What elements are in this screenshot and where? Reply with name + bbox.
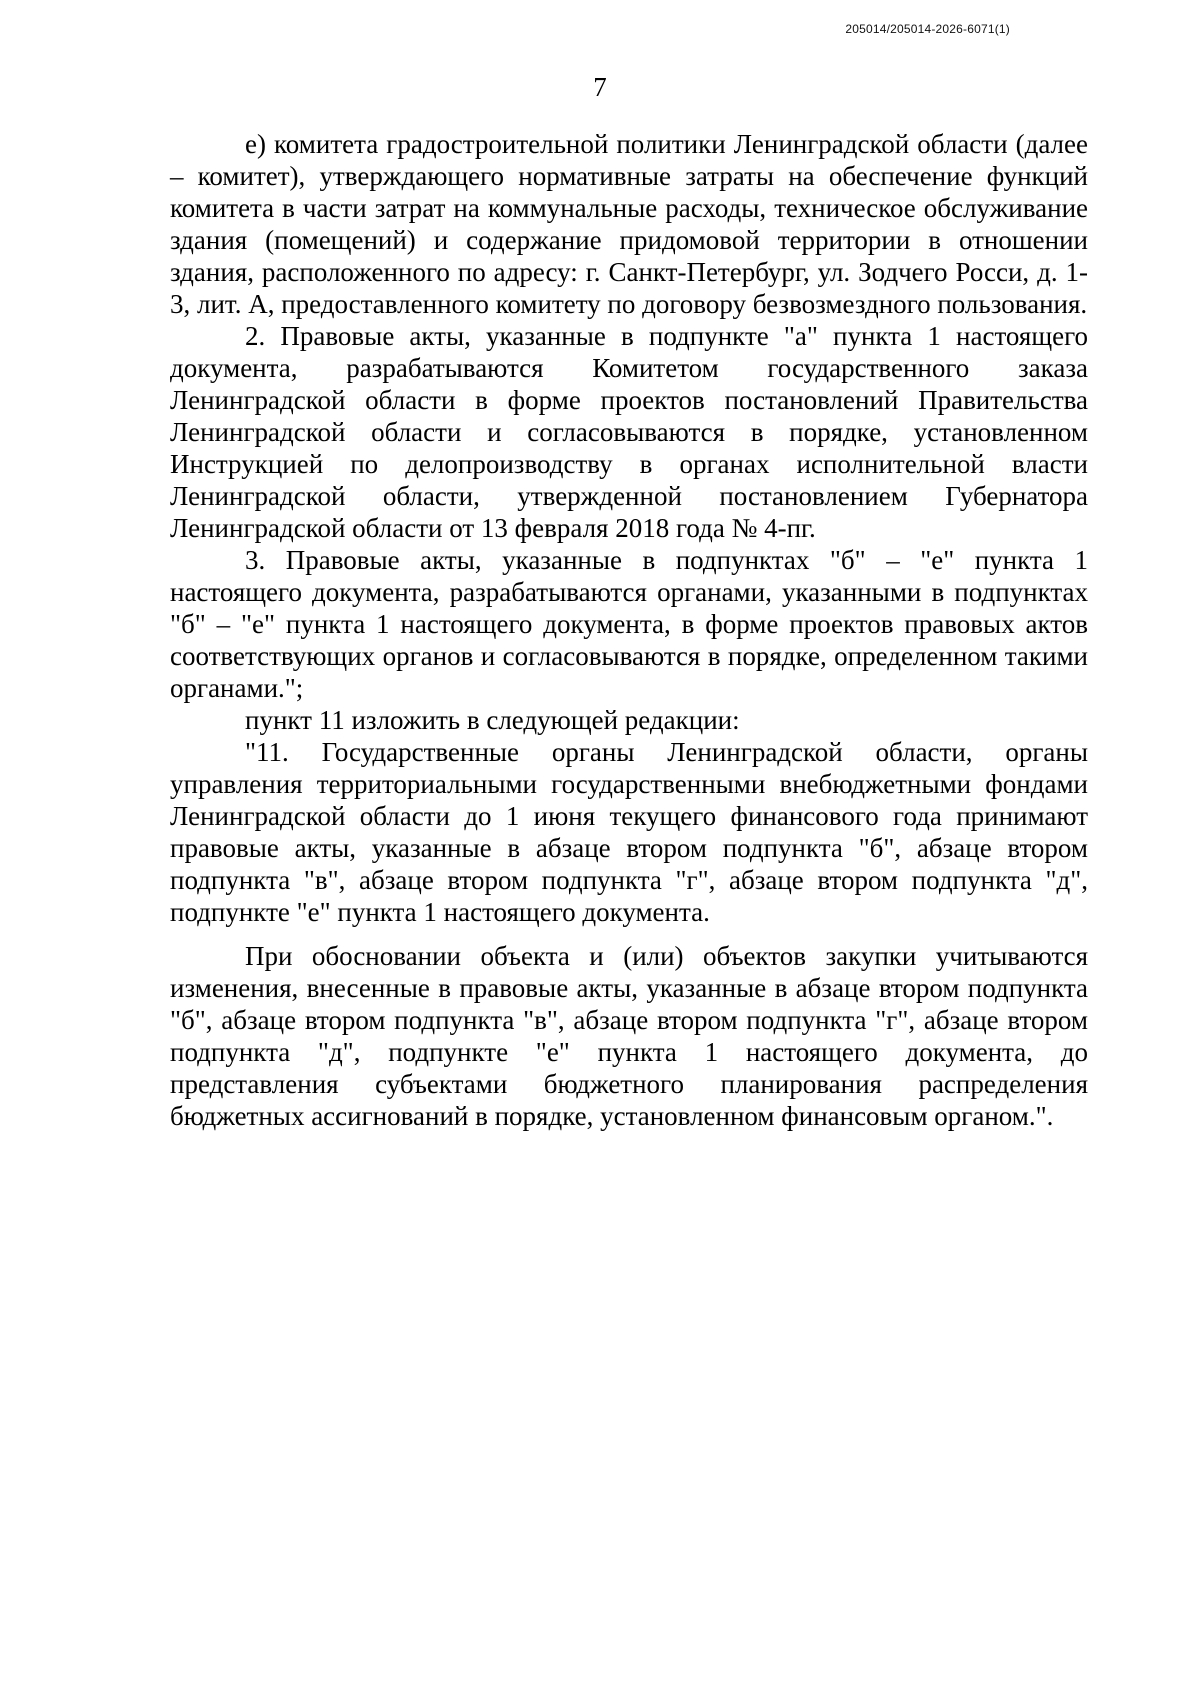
paragraph-item-2: 2. Правовые акты, указанные в подпункте "а" пункта 1 настоящего документа, разрабатываются Комитетом государственного заказа Ленинградской области в форме проектов постановлений Правительства Ленинградской области и согласовываются в порядке, установленном Инструкцией по делопроизводству в органах исполнительной власти Ленинградской области, утвержденной постановлением Губернатора Ленинградской области от 13 февраля 2018 года № 4-пг. [170, 321, 1088, 543]
paragraph-amendment-intro: пункт 11 изложить в следующей редакции: [245, 705, 740, 735]
document-id: 205014/205014-2026-6071(1) [845, 22, 1010, 36]
paragraph-subitem-e: е) комитета градостроительной политики Ленинградской области (далее – комитет), утверждающего нормативные затраты на обеспечение функций комитета в части затрат на коммунальные расходы, техническое обслуживание здания (помещений) и содержание придомовой территории в отношении здания, расположенного по адресу: г. Санкт-Петербург, ул. Зодчего Росси, д. 1-3, лит. А, предоставленного комитету по договору безвозмездного пользования. [170, 129, 1088, 319]
paragraph-item-11-second: При обосновании объекта и (или) объектов закупки учитываются изменения, внесенные в правовые акты, указанные в абзаце втором подпункта "б", абзаце втором подпункта "в", абзаце втором подпункта "г", абзаце втором подпункта "д", подпункте "е" пункта 1 настоящего документа, до представления субъектами бюджетного планирования распределения бюджетных ассигнований в порядке, установленном финансовым органом.". [170, 941, 1088, 1131]
paragraph-item-11: "11. Государственные органы Ленинградской области, органы управления территориальными государственными внебюджетными фондами Ленинградской области до 1 июня текущего финансового года принимают правовые акты, указанные в абзаце втором подпункта "б", абзаце втором подпункта "в", абзаце втором подпункта "г", абзаце втором подпункта "д", подпункте "е" пункта 1 настоящего документа. [170, 737, 1088, 927]
document-body [170, 128, 1088, 1132]
page-number: 7 [593, 72, 607, 102]
paragraph-item-3: 3. Правовые акты, указанные в подпунктах "б" – "е" пункта 1 настоящего документа, разрабатываются органами, указанными в подпунктах "б" – "е" пункта 1 настоящего документа, в форме проектов правовых актов соответствующих органов и согласовываются в порядке, определенном такими органами."; [170, 545, 1088, 703]
